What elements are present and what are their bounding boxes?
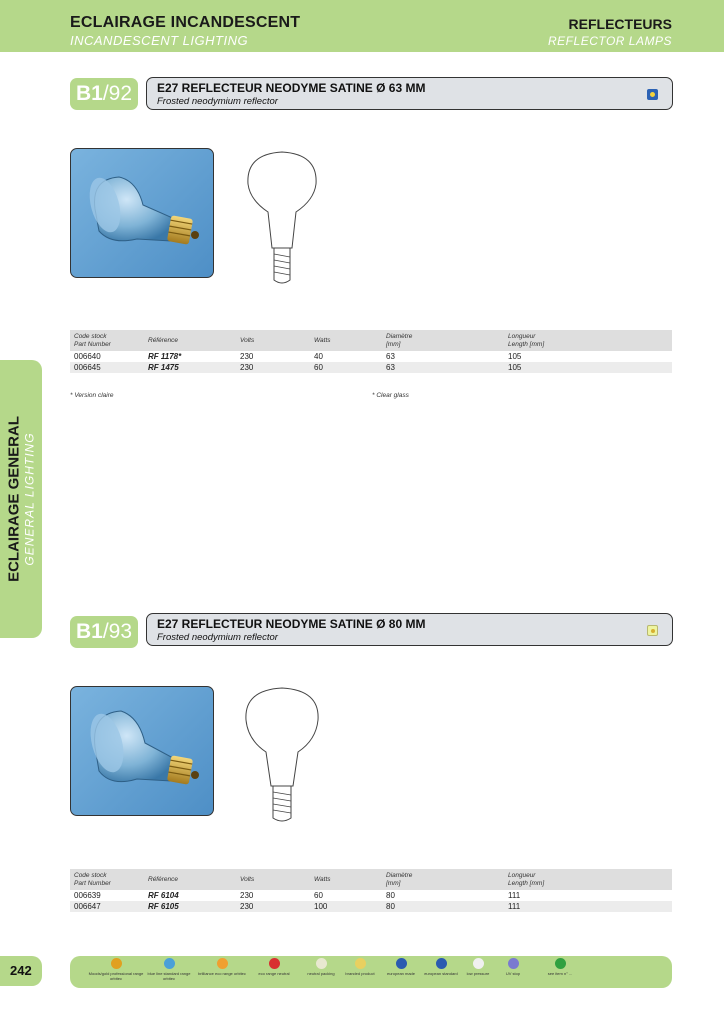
brilliance-icon [217, 958, 228, 969]
footer-legend [70, 956, 672, 988]
legend-item: Moods/gold professional range orbitec [88, 958, 144, 981]
european-standard-icon [436, 958, 447, 969]
legend-item: brilliance eco range orbitec [194, 958, 250, 976]
bulb-outline-diagram [238, 686, 326, 836]
product-photo [70, 148, 214, 278]
product-title: E27 REFLECTEUR NEODYME SATINE Ø 80 MM [157, 617, 426, 631]
legend-item: UV stop [485, 958, 541, 976]
product-title-box [146, 77, 673, 110]
blue-line-icon [164, 958, 175, 969]
product-photo [70, 686, 214, 816]
product-subtitle: Frosted neodymium reflector [157, 632, 278, 643]
table-header: Code stock Part Number Référence Volts Watts Diamètre [mm] Longueur Length [mm] [70, 330, 672, 351]
reflector-bulb-photo-icon [71, 687, 214, 816]
page-header [0, 0, 724, 52]
see-item-icon [555, 958, 566, 969]
bulb-outline-diagram [238, 148, 326, 298]
uv-stop-icon [508, 958, 519, 969]
product-title: E27 REFLECTEUR NEODYME SATINE Ø 63 MM [157, 81, 426, 95]
european-made-icon [396, 958, 407, 969]
legend-item: see item n° ... [532, 958, 588, 976]
gold-sun-icon [111, 958, 122, 969]
table-row: 006645 RF 1475 230 60 63 105 [70, 362, 672, 373]
legend-item: branded product [332, 958, 388, 976]
table-row: 006639 RF 6104 230 60 80 111 [74, 891, 521, 900]
table-header: Code stock Part Number Référence Volts Watts Diamètre [mm] Longueur Length [mm] [70, 869, 672, 890]
eco-range-icon [269, 958, 280, 969]
table-row: 006647 RF 6105 230 100 80 111 [70, 901, 672, 912]
low-pressure-icon [473, 958, 484, 969]
product-table [70, 869, 672, 912]
legend-item: low pressure [450, 958, 506, 976]
category-title: ECLAIRAGE INCANDESCENT [70, 14, 301, 31]
product-code: B1/92 [70, 78, 138, 110]
product-title-box [146, 613, 673, 646]
reflector-bulb-photo-icon [71, 149, 214, 278]
blue-sun-badge-icon [647, 89, 658, 100]
legend-item: eco range neutral [246, 958, 302, 976]
product-table [70, 330, 672, 373]
category-subtitle: INCANDESCENT LIGHTING [70, 33, 249, 48]
section-title: REFLECTEURS [568, 16, 672, 32]
side-tab-subtitle: GENERAL LIGHTING [22, 432, 37, 566]
legend-item: neutral packing [293, 958, 349, 976]
footnote-en: * Clear glass [372, 392, 409, 399]
page-number: 242 [0, 956, 42, 986]
neutral-packing-icon [316, 958, 327, 969]
legend-item: european made [373, 958, 429, 976]
legend-item: blue line standard range orbitec [141, 958, 197, 981]
table-row: 006640 RF 1178* 230 40 63 105 [74, 352, 522, 361]
section-subtitle: REFLECTOR LAMPS [548, 34, 672, 48]
product-code: B1/93 [70, 616, 138, 648]
yellow-sun-badge-icon [647, 625, 658, 636]
product-subtitle: Frosted neodymium reflector [157, 96, 278, 107]
side-tab [0, 360, 42, 638]
legend-item: european standard [413, 958, 469, 976]
side-tab-title: ECLAIRAGE GENERAL [5, 416, 23, 582]
footnote-fr: * Version claire [70, 392, 114, 399]
branded-product-icon [355, 958, 366, 969]
